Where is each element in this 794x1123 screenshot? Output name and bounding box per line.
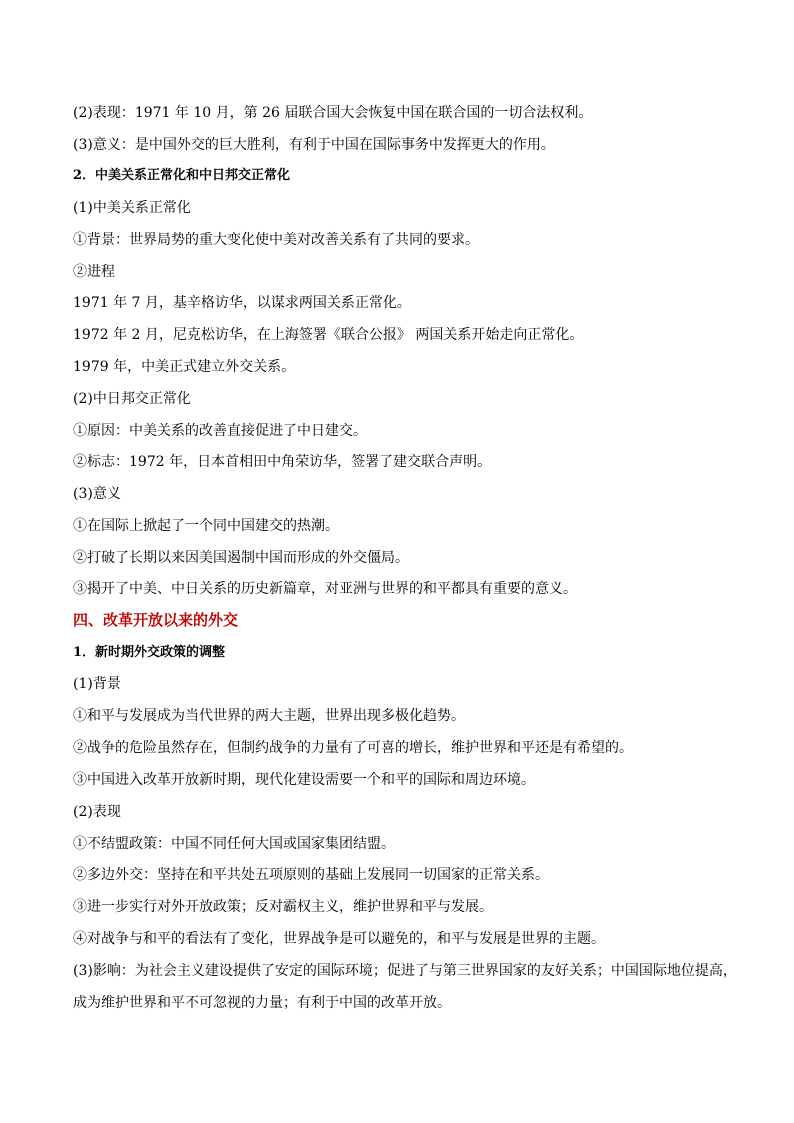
text-line: ②标志：1972 年，日本首相田中角荣访华，签署了建交联合声明。 [73,454,492,470]
text-line: ③进一步实行对外开放政策；反对霸权主义，维护世界和平与发展。 [73,899,493,915]
text-line: ②多边外交：坚持在和平共处五项原则的基础上发展同一切国家的正常关系。 [73,867,549,883]
text-line: (3)影响：为社会主义建设提供了安定的国际环境；促进了与第三世界国家的友好关系；中国国际地位提高， [73,963,737,979]
text-line: 1979 年，中美正式建立外交关系。 [73,359,296,375]
text-line: (2)表现 [73,804,121,820]
text-line: 成为维护世界和平不可忽视的力量；有利于中国的改革开放。 [73,995,451,1011]
text-line: (3)意义：是中国外交的巨大胜利，有利于中国在国际事务中发挥更大的作用。 [73,137,555,153]
text-line: ③中国进入改革开放新时期，现代化建设需要一个和平的国际和周边环境。 [73,772,535,788]
section-heading: 四、改革开放以来的外交 [73,611,239,629]
text-line: (3)意义 [73,486,121,502]
section-subheading: 1．新时期外交政策的调整 [73,645,226,660]
text-line: 1972 年 2 月，尼克松访华，在上海签署《联合公报》 两国关系开始走向正常化。 [73,327,584,343]
section-subheading: 2．中美关系正常化和中日邦交正常化 [73,168,291,183]
text-line: (2)表现：1971 年 10 月，第 26 届联合国大会恢复中国在联合国的一切合法权利。 [73,105,593,121]
text-line: ①不结盟政策：中国不同任何大国或国家集团结盟。 [73,836,395,852]
text-line: ①背景：世界局势的重大变化使中美对改善关系有了共同的要求。 [73,232,479,248]
text-line: (1)中美关系正常化 [73,200,191,216]
text-line: (2)中日邦交正常化 [73,391,191,407]
text-line: ①在国际上掀起了一个同中国建交的热潮。 [73,518,339,534]
text-line: 1971 年 7 月，基辛格访华，以谋求两国关系正常化。 [73,295,411,311]
text-line: ②进程 [73,264,115,280]
text-line: ④对战争与和平的看法有了变化，世界战争是可以避免的，和平与发展是世界的主题。 [73,931,605,947]
text-line: ①原因：中美关系的改善直接促进了中日建交。 [73,423,367,439]
text-line: ②战争的危险虽然存在，但制约战争的力量有了可喜的增长，维护世界和平还是有希望的。 [73,740,633,756]
text-line: ②打破了长期以来因美国遏制中国而形成的外交僵局。 [73,550,409,566]
text-line: (1)背景 [73,676,121,692]
text-line: ①和平与发展成为当代世界的两大主题，世界出现多极化趋势。 [73,708,465,724]
text-line: ③揭开了中美、中日关系的历史新篇章，对亚洲与世界的和平都具有重要的意义。 [73,581,577,597]
